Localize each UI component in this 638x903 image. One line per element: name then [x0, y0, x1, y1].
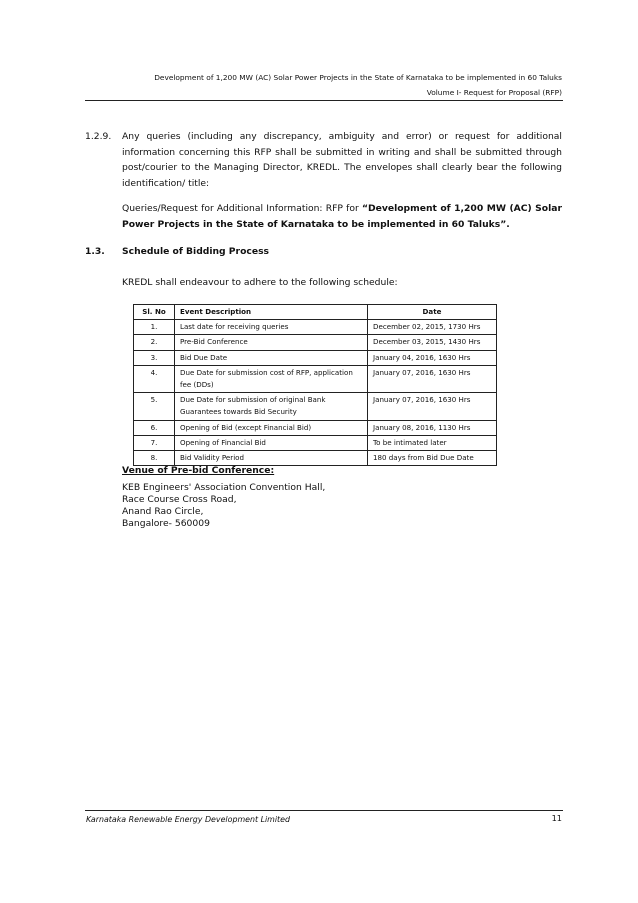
event-cell: Due Date for submission cost of RFP, application fee (DDs)	[175, 365, 368, 392]
venue-line: Race Course Cross Road,	[122, 494, 237, 505]
section-number: 1.3.	[85, 246, 105, 257]
header-rule	[85, 100, 563, 101]
table-row	[134, 335, 497, 350]
footer-organization: Karnataka Renewable Energy Development Limited	[86, 815, 291, 824]
sl-no-cell: 6.	[134, 420, 175, 435]
queries-paragraph	[122, 201, 562, 232]
event-cell: Opening of Bid (except Financial Bid)	[175, 420, 368, 435]
date-cell: December 03, 2015, 1430 Hrs	[368, 335, 497, 350]
date-cell: 180 days from Bid Due Date	[368, 451, 497, 466]
queries-title: “Development of 1,200 MW (AC) Solar Power Projects in the State of Karnataka to be implemented in 60 Taluks”.	[122, 203, 562, 230]
sl-no-cell: 2.	[134, 335, 175, 350]
event-cell: Pre-Bid Conference	[175, 335, 368, 350]
event-cell: Opening of Financial Bid	[175, 435, 368, 450]
clause-number: 1.2.9.	[85, 131, 112, 142]
event-cell: Bid Validity Period	[175, 451, 368, 466]
table-row	[134, 451, 497, 466]
venue-line: Anand Rao Circle,	[122, 506, 204, 517]
column-header: Sl. No	[134, 305, 175, 320]
table-row	[134, 365, 497, 392]
date-cell: January 08, 2016, 1130 Hrs	[368, 420, 497, 435]
date-cell: January 07, 2016, 1630 Hrs	[368, 393, 497, 420]
event-cell: Due Date for submission of original Bank Guarantees towards Bid Security	[175, 393, 368, 420]
table-row	[134, 350, 497, 365]
date-cell: December 02, 2015, 1730 Hrs	[368, 320, 497, 335]
venue-line: Bangalore- 560009	[122, 518, 210, 529]
page-number: 11	[551, 813, 562, 823]
column-header: Event Description	[175, 305, 368, 320]
table-row	[134, 393, 497, 420]
sl-no-cell: 5.	[134, 393, 175, 420]
sl-no-cell: 7.	[134, 435, 175, 450]
header-subtitle: Volume I- Request for Proposal (RFP)	[426, 88, 562, 97]
event-cell: Last date for receiving queries	[175, 320, 368, 335]
column-header: Date	[368, 305, 497, 320]
venue-line: KEB Engineers' Association Convention Hall,	[122, 482, 326, 493]
venue-title: Venue of Pre-bid Conference:	[122, 465, 275, 476]
event-cell: Bid Due Date	[175, 350, 368, 365]
table-row	[134, 435, 497, 450]
table-header-row	[134, 305, 497, 320]
sl-no-cell: 1.	[134, 320, 175, 335]
clause-text: Any queries (including any discrepancy, ambiguity and error) or request for additional information concerning this RFP shall be submitted in writing and shall be submitted through post/courier to the Managing Director, KREDL. The envelopes shall clearly bear the following identification/ title:	[122, 131, 562, 189]
footer-rule	[85, 810, 563, 811]
sl-no-cell: 8.	[134, 451, 175, 466]
section-intro: KREDL shall endeavour to adhere to the following schedule:	[122, 277, 398, 288]
date-cell: January 07, 2016, 1630 Hrs	[368, 365, 497, 392]
table-row	[134, 420, 497, 435]
date-cell: January 04, 2016, 1630 Hrs	[368, 350, 497, 365]
sl-no-cell: 3.	[134, 350, 175, 365]
table-row	[134, 320, 497, 335]
sl-no-cell: 4.	[134, 365, 175, 392]
schedule-table	[133, 304, 497, 466]
date-cell: To be intimated later	[368, 435, 497, 450]
header-title: Development of 1,200 MW (AC) Solar Power Projects in the State of Karnataka to be implemented in 60 Taluks	[154, 73, 562, 82]
queries-prefix: Queries/Request for Additional Information: RFP for	[122, 203, 362, 214]
section-title: Schedule of Bidding Process	[122, 246, 269, 257]
